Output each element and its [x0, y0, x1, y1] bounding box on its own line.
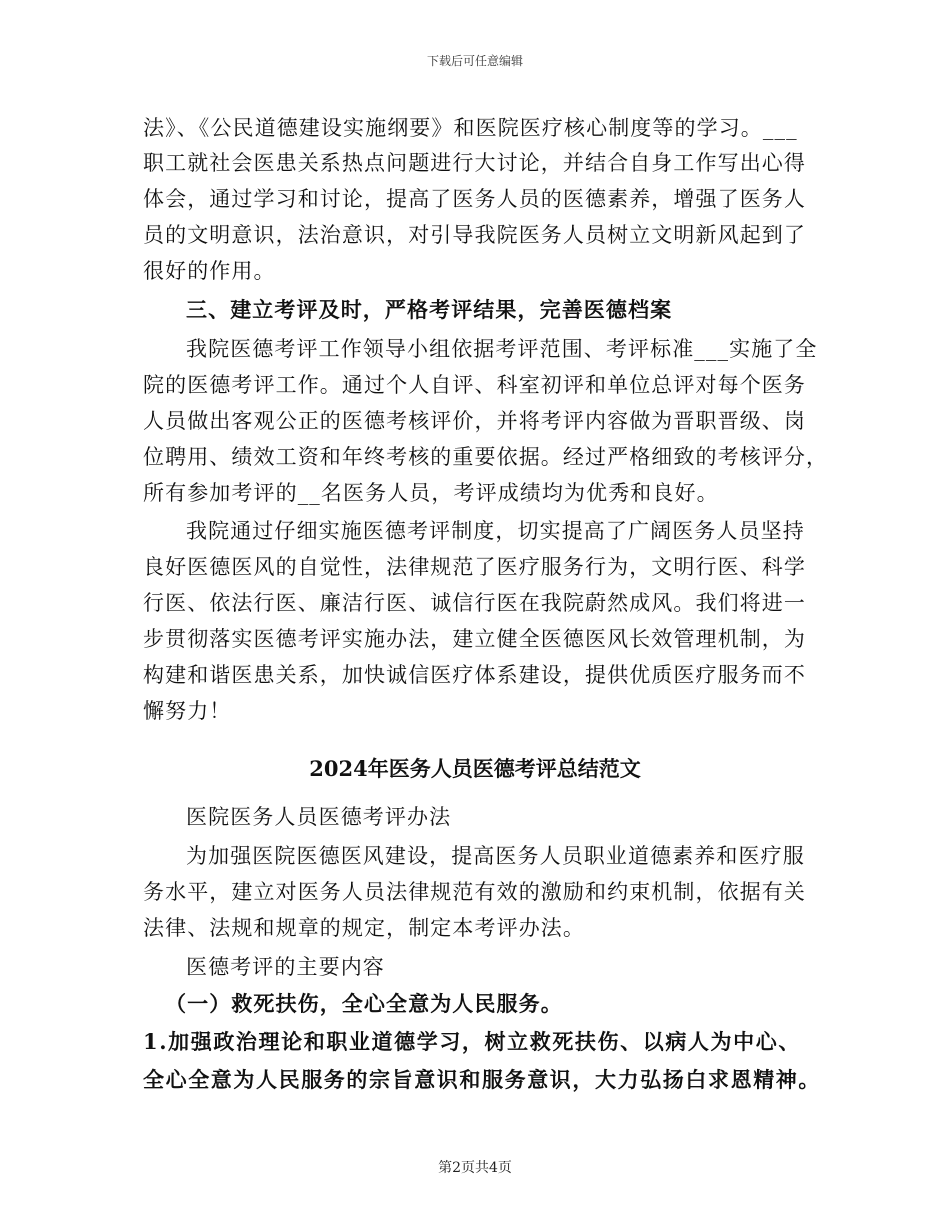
body-line: 法律、法规和规章的规定，制定本考评办法。 — [143, 916, 585, 940]
body-line: 所有参加考评的__名医务人员，考评成绩均为优秀和良好。 — [143, 481, 719, 505]
body-line: 构建和谐医患关系，加快诚信医疗体系建设，提供优质医疗服务而不 — [143, 663, 806, 687]
body-line-bold: 全心全意为人民服务的宗旨意识和服务意识，大力弘扬白求恩精神。 — [143, 1067, 821, 1092]
body-line: 职工就社会医患关系热点问题进行大讨论，并结合自身工作写出心得 — [143, 151, 806, 175]
body-line: 院的医德考评工作。通过个人自评、科室初评和单位总评对每个医务 — [143, 373, 806, 397]
body-line: 务水平，建立对医务人员法律规范有效的激励和约束机制，依据有关 — [143, 880, 806, 904]
body-line-bold: 1.加强政治理论和职业道德学习，树立救死扶伤、以病人为中心、 — [143, 1029, 801, 1054]
section-heading: （一）救死扶伤，全心全意为人民服务。 — [165, 991, 563, 1016]
body-line: 体会，通过学习和讨论，提高了医务人员的医德素养，增强了医务人 — [143, 187, 806, 211]
subheading: 医德考评的主要内容 — [186, 955, 385, 979]
subheading: 医院医务人员医德考评办法 — [186, 805, 452, 829]
body-line: 行医、依法行医、廉洁行医、诚信行医在我院蔚然成风。我们将进一 — [143, 591, 806, 615]
body-line: 良好医德医风的自觉性，法律规范了医疗服务行为，文明行医、科学 — [143, 555, 806, 579]
body-line: 法》、《公民道德建设实施纲要》和医院医疗核心制度等的学习。___ — [143, 116, 798, 140]
document-title: 2024年医务人员医德考评总结范文 — [309, 756, 641, 781]
body-line: 懈努力！ — [143, 699, 232, 723]
body-line: 步贯彻落实医德考评实施办法，建立健全医德医风长效管理机制，为 — [143, 627, 806, 651]
body-line: 我院通过仔细实施医德考评制度，切实提高了广阔医务人员坚持 — [186, 519, 805, 543]
body-line: 员的文明意识，法治意识，对引导我院医务人员树立文明新风起到了 — [143, 223, 806, 247]
page-header: 下载后可任意编辑 — [426, 54, 523, 68]
page-footer: 第2页共4页 — [438, 1160, 512, 1176]
body-line: 很好的作用。 — [143, 259, 276, 283]
body-line: 为加强医院医德医风建设，提高医务人员职业道德素养和医疗服 — [186, 844, 805, 868]
body-line: 人员做出客观公正的医德考核评价，并将考评内容做为晋职晋级、岗 — [143, 409, 806, 433]
body-line: 我院医德考评工作领导小组依据考评范围、考评标准___实施了全 — [186, 337, 818, 361]
body-line: 位聘用、绩效工资和年终考核的重要依据。经过严格细致的考核评分， — [143, 445, 829, 469]
section-heading: 三、建立考评及时，严格考评结果，完善医德档案 — [186, 297, 673, 322]
